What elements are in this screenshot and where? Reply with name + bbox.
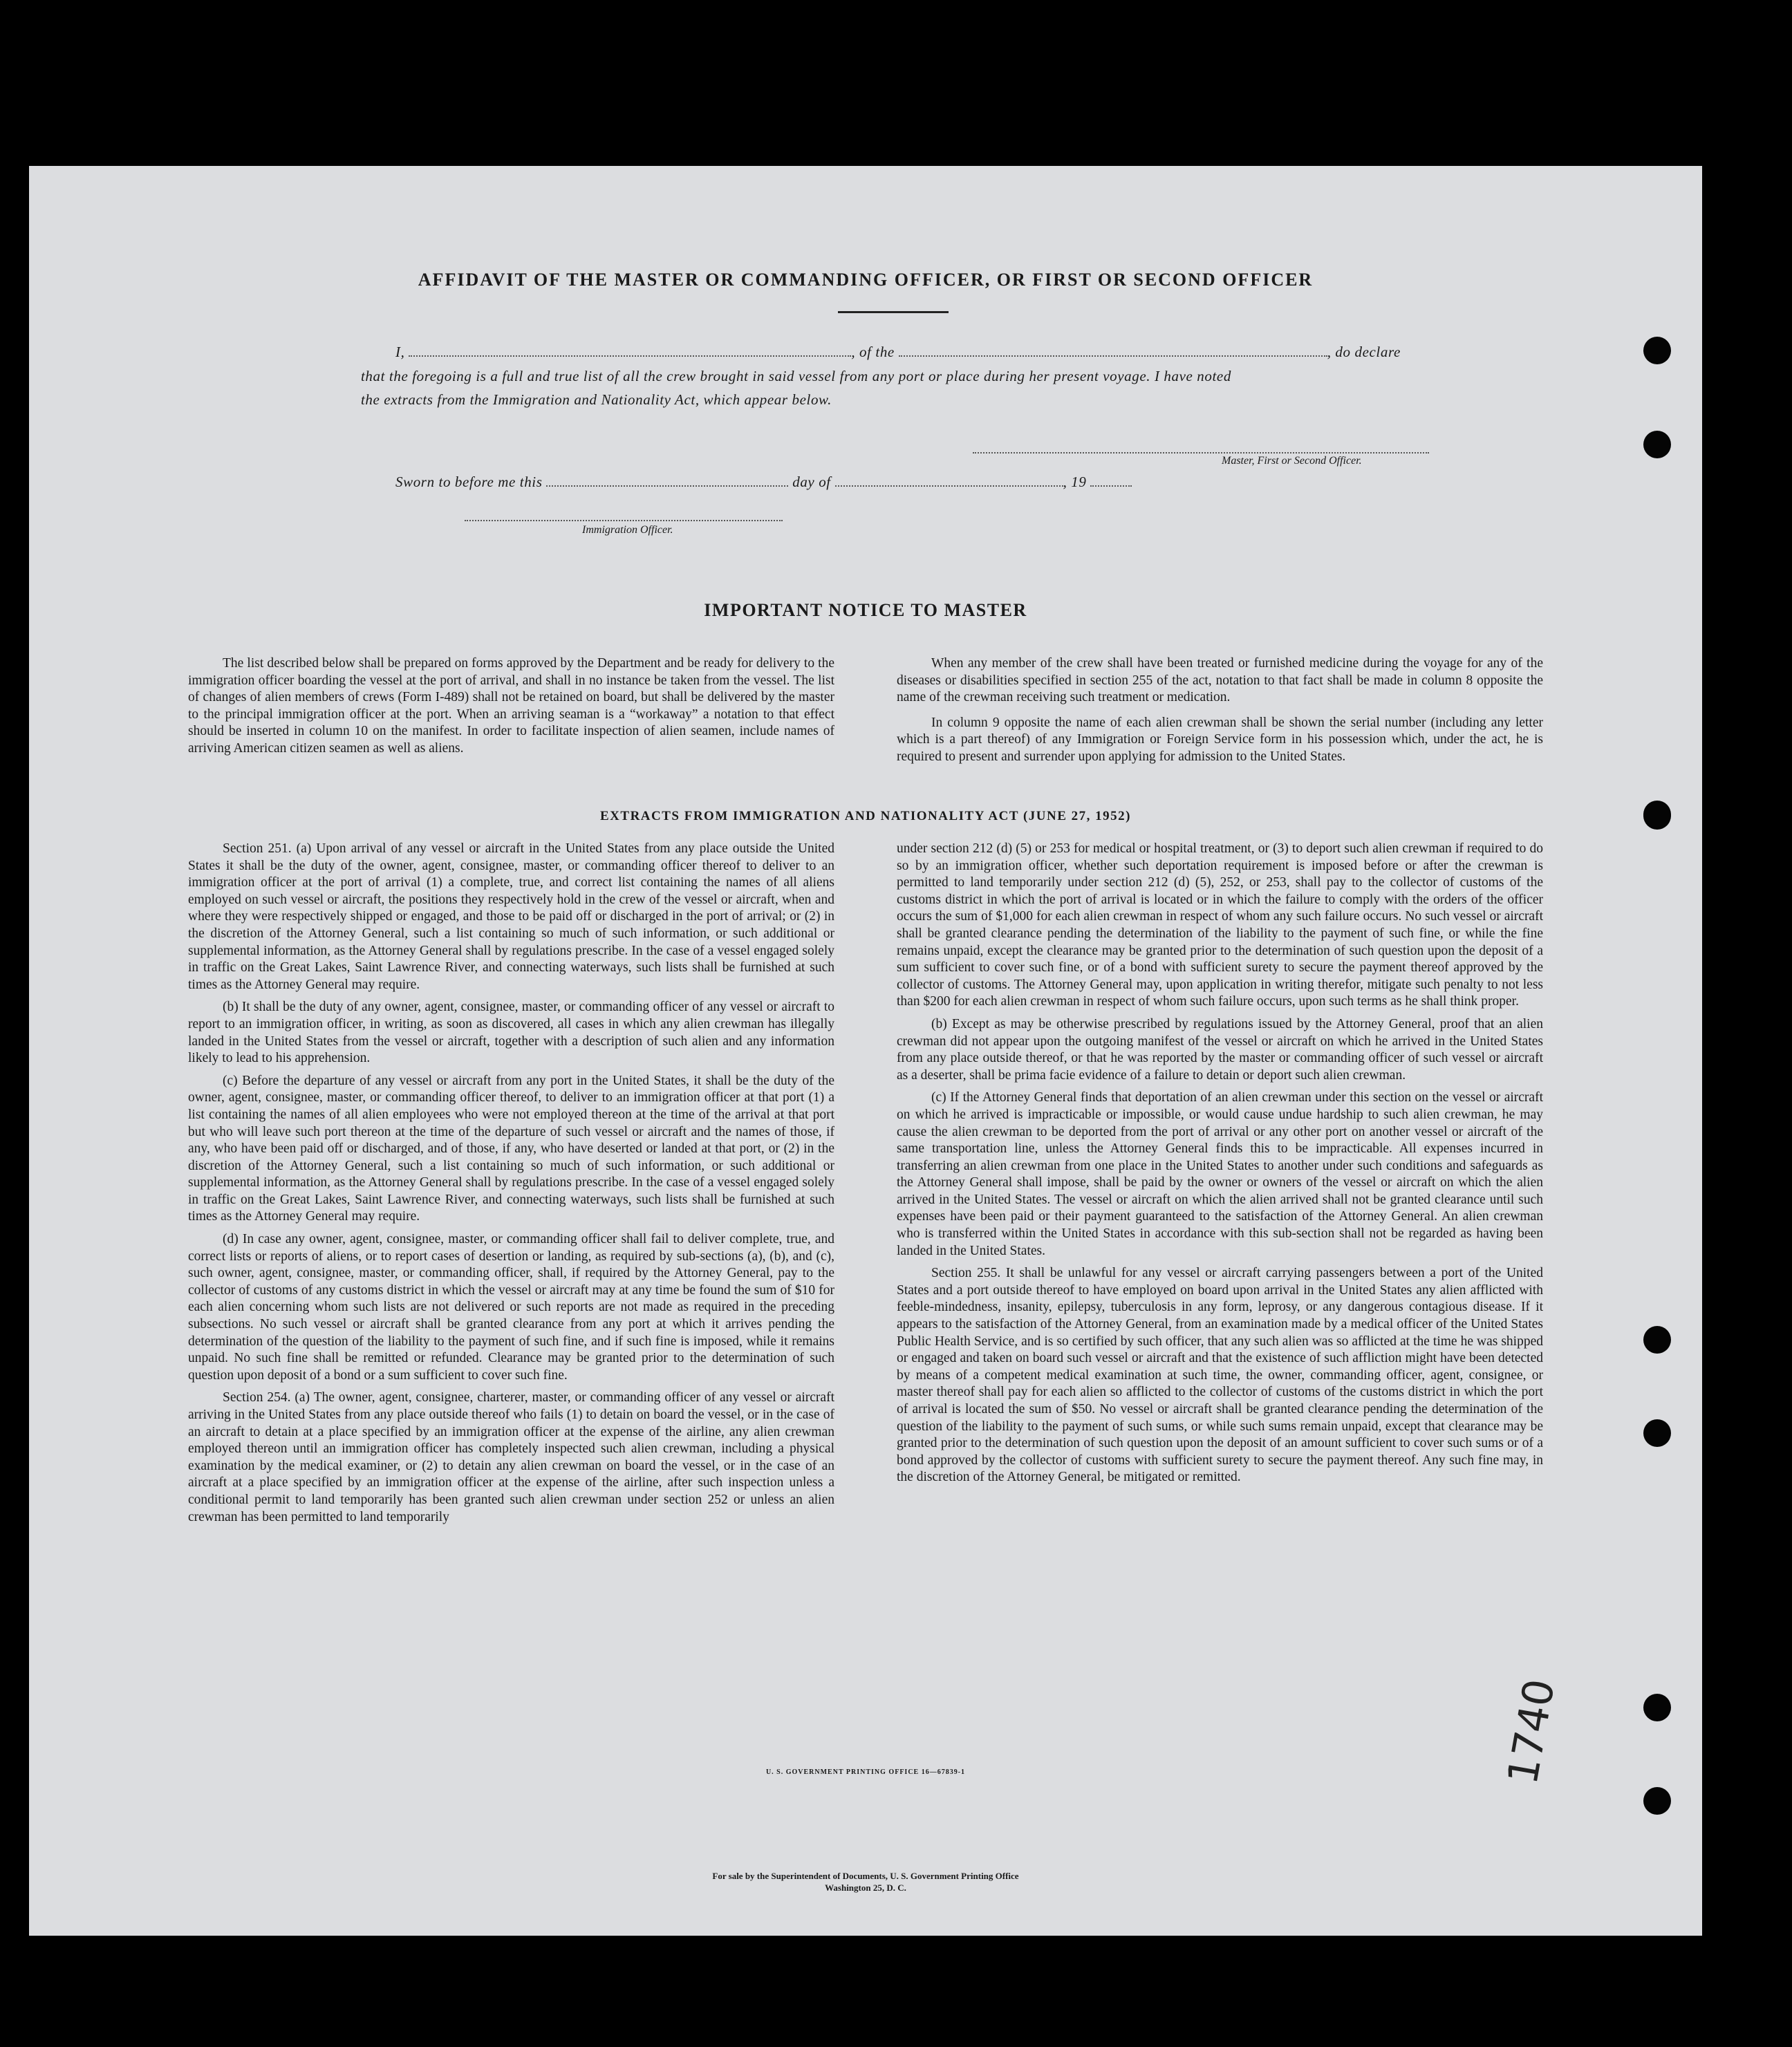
notice-right-column — [897, 655, 1543, 772]
master-signature-line[interactable] — [973, 452, 1429, 454]
extract-paragraph: Section 255. It shall be unlawful for any vessel or aircraft carrying passengers between a port of the United States and a port outside thereof to have employed on board upon arrival in the United States any alien afflicted with feeble-mindedness, insanity, epilepsy, tuberculosis in any form, leprosy, or any dangerous contagious disease. If it appears to the satisfaction of the Attorney General, from an examination made by a medical officer of the United States Public Health Service, and is so certified by such officer, that any such alien was so afflicted at the time he was shipped or engaged and taken on board such vessel or aircraft and that the existence of such affliction might have been detected by means of a competent medical examination at such time, the owner, commanding officer, agent, consignee, or master thereof shall pay for each alien so afflicted to the collector of customs of the customs district in which the port of arrival is located the sum of $50. No vessel or aircraft shall be granted clearance pending the determination of the question of the liability to the payment of such sums, or while such sums remain unpaid, except that clearance may be granted prior to the determination of such question upon the deposit of an amount sufficient to cover such sums or of a bond approved by the collector of customs with sufficient surety to secure the payment thereof. Any such fine may, in the discretion of the Attorney General, be mitigated or remitted. — [897, 1266, 1543, 1485]
handwritten-number: 1740 — [1498, 1675, 1565, 1788]
year-field[interactable] — [1090, 473, 1132, 487]
punch-hole — [1643, 802, 1671, 830]
day-of-text: day of — [792, 474, 831, 490]
sale-line-2: Washington 25, D. C. — [825, 1882, 906, 1893]
sale-notice — [188, 1870, 1543, 1894]
sworn-date-field[interactable] — [546, 473, 788, 487]
punch-hole — [1643, 1326, 1671, 1354]
punch-hole — [1643, 1694, 1671, 1721]
month-field[interactable] — [835, 473, 1063, 487]
immigration-officer-caption: Immigration Officer. — [582, 524, 673, 536]
extract-paragraph: (c) Before the departure of any vessel or aircraft from any port in the United States, it shall be the duty of the owner, agent, consignee, master, or commanding officer thereof, to deliver to an immigration officer at that port (1) a list containing the names of all alien employees who were not employed thereon at the time of the arrival at that port but who will leave such port thereon at the time of the departure of such vessel or aircraft and the names of those, if any, who have been paid off or discharged, and of those, if any, who have deserted or landed at that port, or (2) in the discretion of the Attorney General, such a list containing so much of such information, or such additional or supplemental information, as the Attorney General shall by regulations prescribe. In the case of a vessel engaged solely in traffic on the Great Lakes, Saint Lawrence River, and connecting waterways, such lists shall be furnished at such times as the Attorney General may require. — [188, 1073, 834, 1224]
declaration-i: I, — [395, 344, 405, 360]
sale-line-1: For sale by the Superintendent of Documents, U. S. Government Printing Office — [712, 1871, 1019, 1881]
form-page — [29, 166, 1702, 1936]
name-field[interactable] — [409, 343, 851, 357]
extract-paragraph: (d) In case any owner, agent, consignee, master, or commanding officer shall fail to deliver complete, true, and correct lists or reports of aliens, or to report cases of desertion or landing, as required by sub-sections (a), (b), and (c), such owner, agent, consignee, master, or commanding officer, shall, if required by the Attorney General, pay to the collector of customs of any customs district in which the vessel or aircraft may at any time be found the sum of $10 for each alien concerning whom such lists are not delivered or such reports are not made as required in the preceding subsections. No such vessel or aircraft shall be granted clearance from any port at which it arrives pending the determination of the question of the liability to the payment of such fine, and if such fine is imposed, while it remains unpaid. No such fine shall be remitted or refunded. Clearance may be granted prior to the determination of such question upon deposit of a bond or a sum sufficient to cover such fine. — [188, 1232, 834, 1383]
declaration-line-3: the extracts from the Immigration and Nationality Act, which appear below. — [361, 391, 832, 408]
punch-hole — [1643, 337, 1671, 364]
extract-paragraph: under section 212 (d) (5) or 253 for medical or hospital treatment, or (3) to deport such alien crewman if required to do so by an immigration officer, whether such deportation requirement is imposed before or after the crewman is permitted to land temporarily under section 212 (d) (5), 252, or 253, shall pay to the collector of customs of the customs district in which the port of arrival is located or in which the failure to comply with the orders of the officer occurs the sum of $1,000 for each alien crewman in respect of whom any such failure occurs. No such vessel or aircraft shall be granted clearance pending the determination of the liability to the payment of such fine, or while the fine remains unpaid, except the clearance may be granted prior to the determination of such question upon the deposit of a sum sufficient to cover such fine, or of a bond with sufficient surety to secure the payment thereof approved by the collector of customs. The Attorney General may, upon application in writing therefor, mitigate such penalty to not less than $200 for each alien crewman in respect of whom such failure occurs, upon such terms as he shall think proper. — [897, 841, 1543, 1009]
punch-hole — [1643, 1419, 1671, 1447]
extract-paragraph: Section 254. (a) The owner, agent, consignee, charterer, master, or commanding officer of any vessel or aircraft arriving in the United States from any place outside thereof who fails (1) to detain on board the vessel, or in the case of an aircraft to detain at a place specified by an immigration officer at the expense of the airline, any alien crewman employed thereon until an immigration officer has completely inspected such alien crewman, including a physical examination by the medical examiner, or (2) to detain any alien crewman on board the vessel, or in the case of an aircraft at a place specified by an immigration officer at the expense of the airline, after such inspection unless a conditional permit to land temporarily has been granted such alien crewman under section 252 or unless an alien crewman has been permitted to land temporarily — [188, 1390, 834, 1524]
declaration-line-1 — [395, 343, 1401, 361]
punch-hole — [1643, 431, 1671, 458]
sworn-text: Sworn to before me this — [395, 474, 543, 490]
gpo-imprint: U. S. GOVERNMENT PRINTING OFFICE 16—67839-1 — [765, 1768, 966, 1776]
notice-heading: IMPORTANT NOTICE TO MASTER — [704, 600, 1027, 620]
extract-paragraph: (b) Except as may be otherwise prescribed by regulations issued by the Attorney General, proof that an alien crewman did not appear upon the outgoing manifest of the vessel or aircraft on which he arrived in the United States from any place outside thereof, or that he was reported by the master or commanding officer of such vessel or aircraft as a deserter, shall be prima facie evidence of a failure to detain or deport such alien crewman. — [897, 1016, 1543, 1083]
declaration-of-the: , of the — [851, 344, 895, 360]
extracts-left-column — [188, 841, 834, 1531]
notice-paragraph: In column 9 opposite the name of each alien crewman shall be shown the serial number (including any letter which is a part thereof) of any Immigration or Foreign Service form in his possession which, under the act, he is required to present and surrender upon applying for admission to the United States. — [897, 715, 1543, 764]
punch-hole — [1643, 1787, 1671, 1815]
affidavit-title: AFFIDAVIT OF THE MASTER OR COMMANDING OFFICER, OR FIRST OR SECOND OFFICER — [418, 270, 1314, 290]
extracts-right-column — [897, 841, 1543, 1492]
declaration-line-2: that the foregoing is a full and true list of all the crew brought in said vessel from any port or place during her present voyage. I have noted — [361, 368, 1231, 384]
vessel-field[interactable] — [899, 343, 1327, 357]
extracts-heading: EXTRACTS FROM IMMIGRATION AND NATIONALITY ACT (JUNE 27, 1952) — [600, 809, 1131, 823]
notice-left-column — [188, 655, 834, 763]
master-caption: Master, First or Second Officer. — [1222, 455, 1362, 467]
extract-paragraph: (b) It shall be the duty of any owner, agent, consignee, master, or commanding officer of any vessel or aircraft to report to an immigration officer, in writing, as soon as discovered, all cases in which any alien crewman has illegally landed in the United States from the vessel or aircraft, together with a description of such alien and any information likely to lead to his apprehension. — [188, 1000, 834, 1066]
extract-paragraph: (c) If the Attorney General finds that deportation of an alien crewman under this section on the vessel or aircraft on which he arrived is impracticable or impossible, or would cause undue hardship to such alien crewman, he may cause the alien crewman to be deported from the port of arrival or any other port on another vessel or aircraft of the same transportation line, unless the Attorney General finds this to be impracticable. All expenses incurred in transferring an alien crewman from one place in the United States to another under such conditions and safeguards as the Attorney General shall impose, shall be paid by the owner or owners of the vessel or aircraft on which the alien arrived in the United States. The vessel or aircraft on which the alien arrived shall not be granted clearance until such expenses have been paid or their payment guaranteed to the satisfaction of the Attorney General. An alien crewman who is transferred within the United States in accordance with this sub-section shall not be regarded as having been landed in the United States. — [897, 1090, 1543, 1258]
notice-paragraph: The list described below shall be prepared on forms approved by the Department and be ready for delivery to the immigration officer boarding the vessel at the port of arrival, and shall in no instance be taken from the vessel. The list of changes of alien members of crews (Form I-489) shall not be retained on board, but shall be delivered by the master to the principal immigration officer at the port. When an arriving seaman is a “workaway” a notation to that effect should be inserted in column 10 on the manifest. In order to facilitate inspection of alien seamen, include names of arriving American citizen seamen as well as aliens. — [188, 656, 834, 756]
immigration-officer-line[interactable] — [465, 520, 783, 521]
extract-paragraph: Section 251. (a) Upon arrival of any vessel or aircraft in the United States from any place outside the United States it shall be the duty of the owner, agent, consignee, master, or commanding officer thereof to deliver to an immigration officer at the port of arrival (1) a complete, true, and correct list containing the names of all aliens employed on such vessel or aircraft, the positions they respectively hold in the crew of the vessel or aircraft, when and where they were respectively shipped or engaged, and those to be paid off or discharged in the port of arrival; or (2) in the discretion of the Attorney General, such a list containing so much of such information, or such additional or supplemental information, as the Attorney General shall by regulations prescribe. In the case of a vessel engaged solely in traffic on the Great Lakes, Saint Lawrence River, and connecting waterways, such lists shall be furnished at such times as the Attorney General may require. — [188, 841, 834, 992]
notice-paragraph: When any member of the crew shall have been treated or furnished medicine during the voyage for any of the diseases or disabilities specified in section 255 of the act, notation to that fact shall be made in column 8 opposite the name of the crewman receiving such treatment or medication. — [897, 656, 1543, 705]
declaration-do-declare: , do declare — [1327, 344, 1401, 360]
sworn-line — [395, 473, 1132, 491]
title-rule — [838, 311, 949, 313]
year-text: , 19 — [1063, 474, 1087, 490]
